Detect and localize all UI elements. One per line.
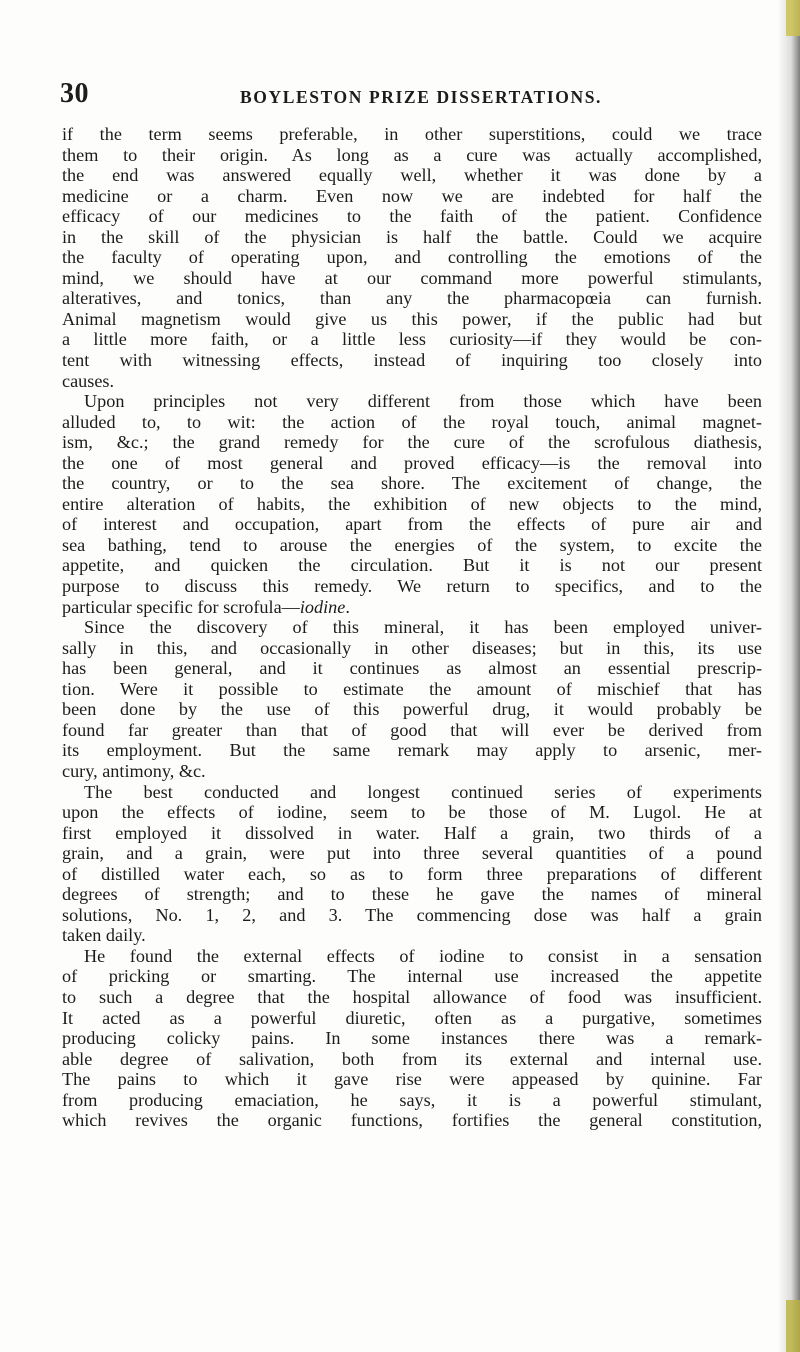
text-line: appetite, and quicken the circulation. But it is not our present — [62, 555, 762, 576]
text-line: mind, we should have at our command more powerful stimulants, — [62, 267, 762, 288]
text-line: the one of most general and proved efficacy—is the removal into — [62, 452, 762, 473]
text-line: from producing emaciation, he says, it is a powerful stimulant, — [62, 1089, 762, 1110]
text-line: sally in this, and occasionally in other diseases; but in this, its use — [62, 637, 762, 658]
text-line: has been general, and it continues as almost an essential prescrip- — [62, 658, 762, 679]
page-edge-mark-top — [786, 0, 800, 36]
text-line: solutions, No. 1, 2, and 3. The commencing dose was half a grain — [62, 904, 762, 925]
text-line: of interest and occupation, apart from the effects of pure air and — [62, 514, 762, 535]
text-line: Upon principles not very different from those which have been — [84, 391, 762, 412]
text-line: The best conducted and longest continued series of experiments — [84, 781, 762, 802]
text-line: in the skill of the physician is half the battle. Could we acquire — [62, 226, 762, 247]
body-text — [62, 124, 762, 1131]
running-head — [60, 78, 750, 112]
text-line: degrees of strength; and to these he gave the names of mineral — [62, 884, 762, 905]
page-edge-shadow — [778, 0, 800, 1352]
text-line: its employment. But the same remark may apply to arsenic, mer- — [62, 740, 762, 761]
text-line: Since the discovery of this mineral, it has been employed univer- — [84, 617, 762, 638]
text-line: grain, and a grain, were put into three several quantities of a pound — [62, 843, 762, 864]
text-line: of pricking or smarting. The internal use increased the appetite — [62, 966, 762, 987]
text-line: sea bathing, tend to arouse the energies of the system, to excite the — [62, 534, 762, 555]
text-line: taken daily. — [62, 925, 146, 946]
text-line: medicine or a charm. Even now we are indebted for half the — [62, 185, 762, 206]
text-line: efficacy of our medicines to the faith of the patient. Confidence — [62, 206, 762, 227]
emphasis: iodine — [299, 596, 346, 617]
text-line: able degree of salivation, both from its external and internal use. — [62, 1048, 762, 1069]
text-line: The pains to which it gave rise were appeased by quinine. Far — [62, 1069, 762, 1090]
running-title: BOYLESTON PRIZE DISSERTATIONS. — [240, 87, 602, 107]
page-edge-mark-bottom — [786, 1300, 800, 1352]
text-line: the faculty of operating upon, and controlling the emotions of the — [62, 247, 762, 268]
text-line: alteratives, and tonics, than any the pharmacopœia can furnish. — [62, 288, 762, 309]
page-number: 30 — [60, 78, 89, 109]
text-line: to such a degree that the hospital allowance of food was insufficient. — [62, 986, 762, 1007]
text-line: first employed it dissolved in water. Half a grain, two thirds of a — [62, 822, 762, 843]
text-line: the country, or to the sea shore. The excitement of change, the — [62, 473, 762, 494]
text-line: a little more faith, or a little less curiosity—if they would be con- — [62, 329, 762, 350]
text-line: tent with witnessing effects, instead of inquiring too closely into — [62, 350, 762, 371]
text-line: ism, &c.; the grand remedy for the cure of the scrofulous diathesis, — [62, 432, 762, 453]
text-line: cury, antimony, &c. — [62, 760, 206, 781]
text-line: It acted as a powerful diuretic, often as a purgative, sometimes — [62, 1007, 762, 1028]
text-line: causes. — [62, 370, 115, 391]
text-line: entire alteration of habits, the exhibition of new objects to the mind, — [62, 493, 762, 514]
text-line: found far greater than that of good that will ever be derived from — [62, 719, 762, 740]
text-line: producing colicky pains. In some instances there was a remark- — [62, 1028, 762, 1049]
text-line: alluded to, to wit: the action of the royal touch, animal magnet- — [62, 411, 762, 432]
text-line: of distilled water each, so as to form three preparations of different — [62, 863, 762, 884]
text-line: purpose to discuss this remedy. We return to specifics, and to the — [62, 576, 762, 597]
text-line: He found the external effects of iodine to consist in a sensation — [84, 945, 762, 966]
text-line: tion. Were it possible to estimate the amount of mischief that has — [62, 678, 762, 699]
text-line: upon the effects of iodine, seem to be those of M. Lugol. He at — [62, 802, 762, 823]
text-line: if the term seems preferable, in other superstitions, could we trace — [62, 124, 762, 144]
text-line: been done by the use of this powerful drug, it would probably be — [62, 699, 762, 720]
text-line: the end was answered equally well, whether it was done by a — [62, 165, 762, 186]
text-line: particular specific for scrofula—iodine. — [62, 596, 350, 617]
text-line: Animal magnetism would give us this power, if the public had but — [62, 308, 762, 329]
text-line: which revives the organic functions, fortifies the general constitution, — [62, 1110, 762, 1131]
text-line: them to their origin. As long as a cure was actually accomplished, — [62, 144, 762, 165]
